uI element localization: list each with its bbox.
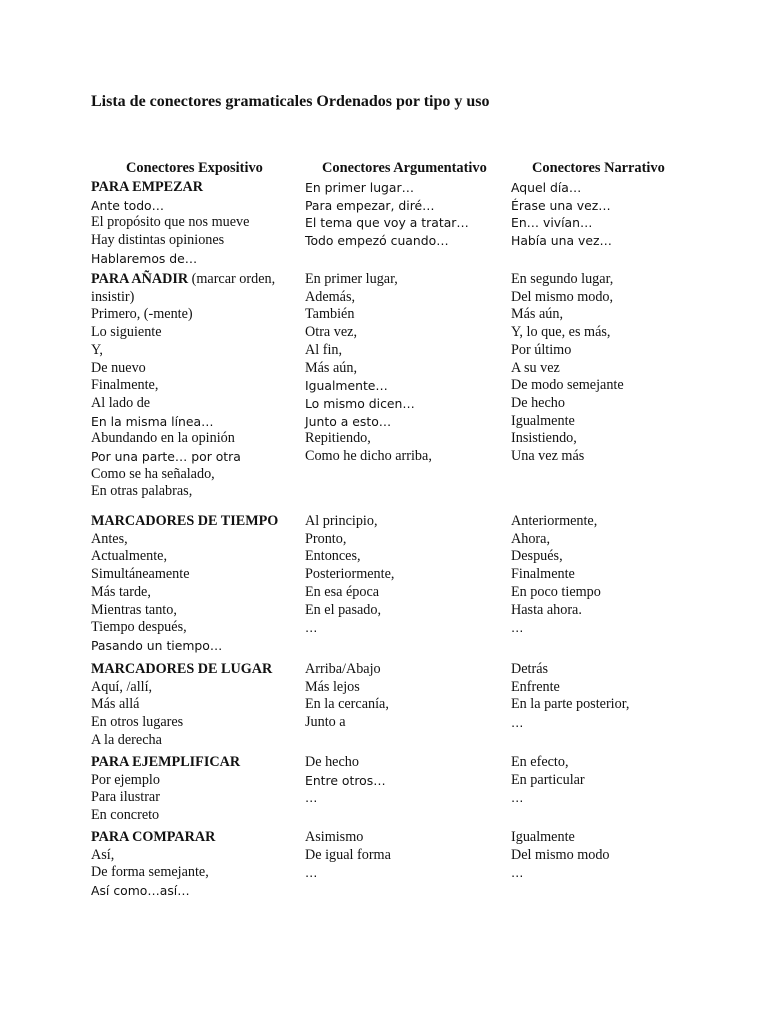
column-header-narrativo: Conectores Narrativo bbox=[532, 160, 665, 176]
connector-item: Lo siguiente bbox=[91, 324, 162, 341]
connector-item: El propósito que nos mueve bbox=[91, 214, 250, 231]
section-5-narrativo-column bbox=[511, 829, 731, 882]
section-heading bbox=[91, 661, 299, 679]
connector-item: En efecto, bbox=[511, 754, 569, 770]
connector-item: Al lado de bbox=[91, 394, 151, 411]
connector-item: En otros lugares bbox=[91, 714, 184, 731]
page-title: Lista de conectores gramaticales Ordenados por tipo y uso bbox=[91, 93, 490, 110]
connector-item: En primer lugar… bbox=[305, 180, 414, 195]
connector-item: Hasta ahora. bbox=[511, 601, 582, 618]
connector-item: Mientras tanto, bbox=[91, 601, 177, 618]
connector-item: Otra vez, bbox=[305, 324, 357, 341]
connector-item: Más allá bbox=[91, 696, 140, 713]
section-5-argumentativo-column bbox=[305, 829, 505, 882]
column-header-expositivo: Conectores Expositivo bbox=[126, 160, 263, 176]
connector-item: En otras palabras, bbox=[91, 483, 193, 500]
connector-item: En concreto bbox=[91, 807, 160, 824]
connector-item: Abundando en la opinión bbox=[91, 430, 235, 447]
connector-item: Tiempo después, bbox=[91, 619, 187, 636]
connector-item: De modo semejante bbox=[511, 377, 624, 394]
connector-item: Del mismo modo, bbox=[511, 288, 614, 305]
section-0-argumentativo-column bbox=[305, 179, 505, 250]
connector-item: Entre otros… bbox=[305, 772, 386, 788]
connector-item: Después, bbox=[511, 548, 563, 565]
section-1-narrativo-column bbox=[511, 271, 731, 466]
column-header-argumentativo: Conectores Argumentativo bbox=[322, 160, 487, 176]
connector-item: Además, bbox=[305, 288, 356, 305]
connector-item: Por último bbox=[511, 341, 572, 358]
connector-item: En poco tiempo bbox=[511, 583, 601, 600]
connector-item: Todo empezó cuando… bbox=[305, 233, 449, 249]
connector-item: Pasando un tiempo… bbox=[91, 637, 223, 653]
section-heading-label: MARCADORES DE LUGAR bbox=[91, 661, 273, 677]
connector-item: Enfrente bbox=[511, 678, 560, 695]
section-heading bbox=[91, 829, 299, 847]
section-heading-label: MARCADORES DE TIEMPO bbox=[91, 513, 279, 529]
section-3-argumentativo-column bbox=[305, 661, 505, 732]
connector-item: Una vez más bbox=[511, 448, 585, 465]
connector-item: Primero, (-mente) bbox=[91, 306, 193, 323]
section-heading-label: PARA COMPARAR bbox=[91, 829, 216, 845]
connector-item: Había una vez… bbox=[511, 233, 612, 249]
connector-item: Simultáneamente bbox=[91, 566, 190, 583]
connector-item: Insistiendo, bbox=[511, 430, 577, 447]
section-heading-note: (marcar orden, insistir) bbox=[91, 271, 276, 305]
section-1-argumentativo-column bbox=[305, 271, 505, 466]
section-heading-label: PARA EJEMPLIFICAR bbox=[91, 754, 241, 770]
connector-item: Arriba/Abajo bbox=[305, 661, 381, 677]
section-2-narrativo-column bbox=[511, 513, 731, 637]
connector-item: Finalmente, bbox=[91, 377, 159, 394]
section-1-expositivo-column bbox=[91, 271, 299, 501]
connector-item: Posteriormente, bbox=[305, 566, 395, 583]
connector-item: Y, bbox=[91, 341, 103, 358]
section-heading-label: PARA EMPEZAR bbox=[91, 179, 204, 195]
section-0-expositivo-column bbox=[91, 179, 299, 268]
section-3-expositivo-column bbox=[91, 661, 299, 750]
connector-item: De nuevo bbox=[91, 359, 146, 376]
connector-item: Y, lo que, es más, bbox=[511, 324, 611, 341]
connector-item: Finalmente bbox=[511, 566, 575, 583]
connector-item: Más tarde, bbox=[91, 583, 151, 600]
connector-item: Para ilustrar bbox=[91, 789, 160, 806]
connector-item: En segundo lugar, bbox=[511, 271, 614, 287]
connector-item: Más lejos bbox=[305, 678, 360, 695]
connector-item: Así como…así… bbox=[91, 883, 190, 899]
connector-item: Del mismo modo bbox=[511, 846, 610, 863]
connector-item: Ante todo… bbox=[91, 197, 165, 213]
connector-item: En el pasado, bbox=[305, 601, 382, 618]
section-2-argumentativo-column bbox=[305, 513, 505, 637]
connector-item: En la misma línea… bbox=[91, 413, 214, 429]
section-4-narrativo-column bbox=[511, 754, 731, 807]
connector-item: Igualmente… bbox=[305, 378, 388, 394]
connector-item: En primer lugar, bbox=[305, 271, 398, 287]
connector-item: Actualmente, bbox=[91, 548, 168, 565]
connector-item: Repitiendo, bbox=[305, 430, 371, 447]
connector-item: Como he dicho arriba, bbox=[305, 448, 432, 465]
connector-item: Lo mismo dicen… bbox=[305, 395, 415, 411]
connector-item: Antes, bbox=[91, 530, 128, 547]
connector-item: El tema que voy a tratar… bbox=[305, 215, 469, 231]
section-0-narrativo-column bbox=[511, 179, 731, 250]
connector-item: … bbox=[305, 790, 318, 806]
connector-item: … bbox=[511, 865, 524, 881]
connector-item: Más aún, bbox=[511, 306, 564, 323]
section-4-argumentativo-column bbox=[305, 754, 505, 807]
connector-item: Asimismo bbox=[305, 829, 364, 845]
connector-item: … bbox=[305, 865, 318, 881]
connector-item: En… vivían… bbox=[511, 215, 593, 231]
connector-item: A su vez bbox=[511, 359, 560, 376]
connector-item: En la parte posterior, bbox=[511, 696, 630, 713]
connector-item: Anteriormente, bbox=[511, 513, 598, 529]
connector-item: Junto a bbox=[305, 714, 346, 731]
section-3-narrativo-column bbox=[511, 661, 731, 732]
connector-item: Para empezar, diré… bbox=[305, 197, 435, 213]
connector-item: En particular bbox=[511, 771, 585, 788]
connector-item: Hay distintas opiniones bbox=[91, 232, 225, 249]
connector-item: Aquí, /allí, bbox=[91, 678, 153, 695]
connector-item: Aquel día… bbox=[511, 180, 582, 195]
connector-item: En esa época bbox=[305, 583, 380, 600]
section-heading-label: PARA AÑADIR bbox=[91, 271, 189, 287]
connector-item: Igualmente bbox=[511, 829, 575, 845]
connector-item: Más aún, bbox=[305, 359, 358, 376]
connector-item: Por una parte… por otra bbox=[91, 449, 241, 465]
connector-item: Pronto, bbox=[305, 530, 347, 547]
section-4-expositivo-column bbox=[91, 754, 299, 825]
connector-item: Ahora, bbox=[511, 530, 551, 547]
section-heading bbox=[91, 513, 299, 531]
connector-item: Detrás bbox=[511, 661, 549, 677]
connector-item: … bbox=[511, 790, 524, 806]
connector-item: También bbox=[305, 306, 355, 323]
section-heading bbox=[91, 271, 299, 306]
connector-item: Por ejemplo bbox=[91, 771, 160, 788]
section-2-expositivo-column bbox=[91, 513, 299, 655]
connector-item: De igual forma bbox=[305, 846, 391, 863]
connector-item: Junto a esto… bbox=[305, 413, 392, 429]
connector-item: Érase una vez… bbox=[511, 197, 611, 213]
connector-item: … bbox=[511, 620, 524, 636]
connector-item: Igualmente bbox=[511, 412, 575, 429]
connector-item: De hecho bbox=[305, 754, 359, 770]
connector-item: Hablaremos de… bbox=[91, 250, 198, 266]
section-heading bbox=[91, 179, 299, 197]
section-heading bbox=[91, 754, 299, 772]
connector-item: Como se ha señalado, bbox=[91, 465, 215, 482]
connector-item: De hecho bbox=[511, 394, 565, 411]
connector-item: En la cercanía, bbox=[305, 696, 389, 713]
connector-item: De forma semejante, bbox=[91, 864, 209, 881]
connector-item: … bbox=[305, 620, 318, 636]
connector-item: Así, bbox=[91, 846, 115, 863]
connector-item: Entonces, bbox=[305, 548, 361, 565]
connector-item: Al fin, bbox=[305, 341, 343, 358]
connector-item: A la derecha bbox=[91, 731, 162, 748]
section-5-expositivo-column bbox=[91, 829, 299, 900]
connector-item: … bbox=[511, 715, 524, 731]
connector-item: Al principio, bbox=[305, 513, 378, 529]
